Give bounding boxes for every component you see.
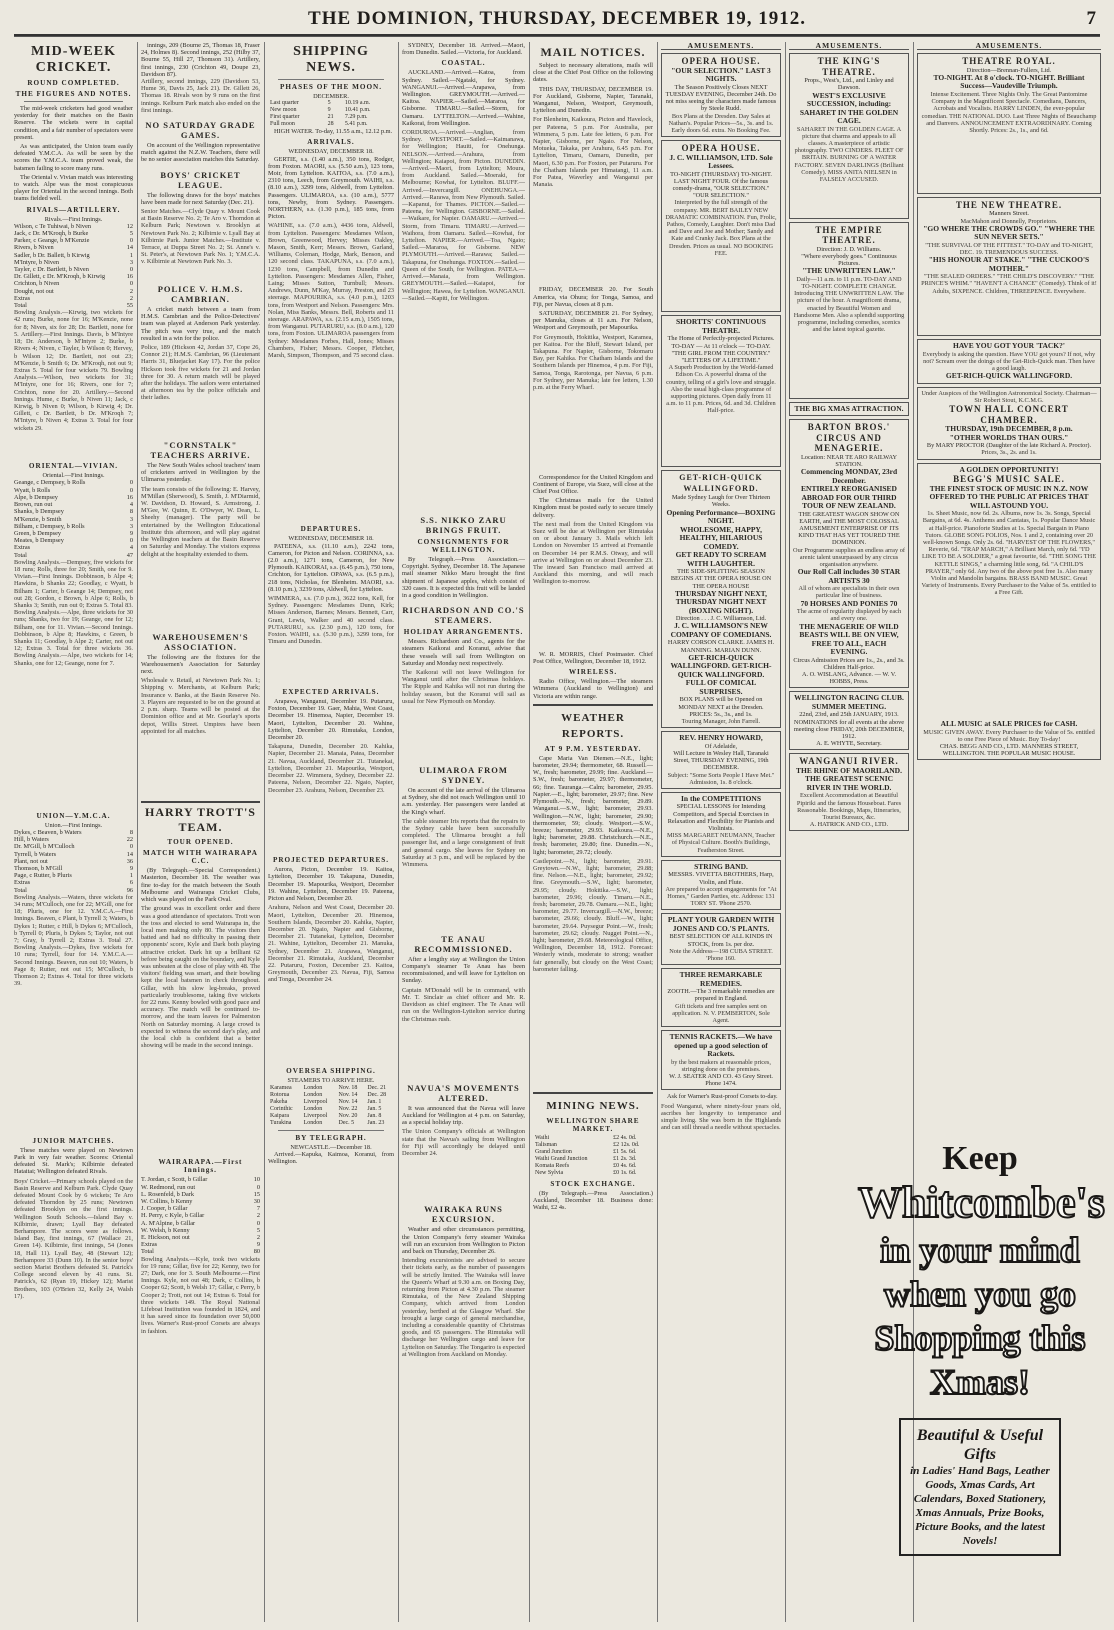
score-row: Dykes, c Beaven, b Waters 8	[14, 828, 133, 836]
scorecard-total: Total 55	[14, 302, 133, 310]
ad-slogan: when you go	[883, 1274, 1077, 1314]
score-row: Tyrrell, b Waters 14	[14, 850, 133, 858]
score-row: Extras 2	[14, 294, 133, 302]
score-row: Hill, b Waters 22	[14, 836, 133, 844]
advertisement: THEATRE ROYAL. Direction—Brennan-Fullers, Ltd. TO-NIGHT. At 8 o'clock. TO-NIGHT. Brilliant Success—Vaudeville Triumph. Intense Excitement. Three Nights Only. The Great Pantomime Company in the Magnificent Spectacle. Comedians, Dancers, Acrobats and Vocalists. HARRY LINDEN, the ever-popular comedian. THE NATIONAL DUO. Last Three Nights of Beauchamp and Danvers. ANNOUNCEMENT EXTRAORDINARY. Coming Shortly. Prices: 2s., 1s., and 6d.	[917, 53, 1101, 194]
score-row: W. Welsh, b Kenny 5	[141, 1226, 260, 1234]
section-heading: AMUSEMENTS.	[917, 42, 1101, 50]
gifts-box	[899, 1418, 1061, 1556]
table-row: Pakeha Liverpool Nov. 14 Jan. 1	[270, 1098, 382, 1105]
article-headline: SHIPPING NEWS.	[293, 44, 369, 75]
scorecard-heading: RIVALS—ARTILLERY.	[26, 205, 121, 214]
article-headline: "CORNSTALK" TEACHERS ARRIVE.	[150, 440, 251, 461]
scorecard-heading: UNION—Y.M.C.A.	[36, 811, 111, 820]
score-row: Plant, not out 36	[14, 857, 133, 865]
score-row: Extras 6	[14, 879, 133, 887]
scorecard	[141, 1176, 260, 1248]
article-headline: RICHARDSON AND CO.'S STEAMERS.	[402, 605, 525, 626]
section-subheading: WEDNESDAY, DECEMBER 18.	[288, 535, 374, 543]
article-paragraph: Messrs. Richardson and Co., agents for the steamers Kaikorai and Koranui, advise that these vessels will sail from Wellington on Saturday and Monday next respectively.	[402, 638, 525, 667]
advertisement: SHORTTS' CONTINUOUS THEATRE. The Home of Perfectly-projected Pictures. TO-DAY — At 11 o'clock — TO-DAY. "THE GIRL FROM THE COUNTRY." "LETTERS OF A LIFETIME." A Superb Production by the World-famed Edison Co. A powerful drama of the country, telling of a girl's love and struggle. Also the usual high-class programme of supporting pictures. Open daily from 11 a.m. to 11 p.m. Prices, 6d. and 3d. Children Half-price.	[661, 315, 781, 467]
column-sport-notes: innings, 209 (Bourne 25, Thomas 18, Fraser 24, Holmes 8). Second innings, 252 (Hilby 37, Bourne 55, Hill 27, Thomson 31). Artillery, first innings, 230 (Crichton 49, Doupe 23, Davidson 87). Artillery, second innings, 229 (Davidson 53, Hume 36, Davis 25, Jack 21). Dr. Gillett 26, Thomas 18. Rivals won by 9 runs on the first innings. Kelburn Park match also ended on the first innings. NO SATURDAY GRADE GAMES. On account of the Wellington representative match against the N.Z.W. Teachers, there will be no senior association matches this Saturday. BOYS' CRICKET LEAGUE. The following draws for the boys' matches have been made for next Saturday (Dec. 21). Senior Matches.—Clyde Quay v. Mount Cook at Basin Reserve No. 2; Te Aro v. Thorndon at Kelburn Park; Newtown v. Brooklyn at Newtown Park No. 2; Kilbirnie v. Lyall Bay at Kilbirnie Park. Junior Matches.—Institute v. Terrace, at Duppa Street No. 2; St. Anne's v. St. Peter's, at Newtown Park No. 1; Y.M.C.A. v. Kilbirnie at Newtown Park No. 3. POLICE V. H.M.S. CAMBRIAN. A cricket match between a team from H.M.S. Cambrian and the Police-Detectives' team was played at Anderson Park yesterday. The pitch was very true, and the match resulted in a win for the police. Police, 189 (Hickson 42, Jordan 37, Cope 26, Connor 21); H.M.S. Cambrian, 96 (Lieutenant Harris 31, Bluejacket Kay 17). For the police Hickson took five wickets for 21 and Jordan three for 30. A return match will be played after the holidays. The sailors were entertained at afternoon tea by the police officials and their ladies. "CORNSTALK" TEACHERS ARRIVE. The New South Wales school teachers' team of cricketers arrived in Wellington by the Ulimaroa yesterday. The team consists of the following: E. Harvey, M'Millan (Sherwood), S. Smith, J. M'Diarmid, W. Davidson, D. Howard, S. Armstrong, J. M'Gee, W. Quinn, E. O'Dwyer, W. Dean, L. Sheehy (manager). The party will be entertained by the Wellington Educational Institute this afternoon, and will play against the Wellington teachers at the Basin Reserve on Saturday and Monday. The visitors express delight at the hospitality extended to them. WAREHOUSEMEN'S ASSOCIATION. The following are the fixtures for the Warehousemen's Association for Saturday next. Wholesale v. Retail, at Newtown Park No. 1; Shipping v. Merchants, at Kelburn Park; Insurance v. Banks, at the Basin Reserve No. 3. Players are requested to be on the ground at 2 p.m. sharp. Teams will be posted at the Dominion office and at Mr. Gourlay's sports depot, Willis Street. Umpires have been appointed for all matches. HARRY TROTT'S TEAM. TOUR OPENED. MATCH WITH WAIRARAPA C.C. (By Telegraph.—Special Correspondent.) Masterton, December 18. The weather was fine to-day for the match between the South Melbourne and Wairarapa Cricket Clubs, which was played on the Park Oval. The ground was in excellent order and there was a good attendance of spectators. Trott won the toss and elected to send Wairarapa in, the local men making only 80. The visitors then batted and had no difficulty in passing their opponents' score, Kyle and Dark both playing attractive cricket. Dark hit up a brilliant 62 before being caught on the boundary, and Kyle was unbeaten at the close of play with 48. The visitors' fielding was smart, and their bowling kept the local batsmen in check throughout. Gillar, with his slow leg-breaks, proved particularly troublesome, taking five wickets for 22 runs. Kenny bowled with good pace and accuracy. The match will be continued to-morrow, and the team leaves for Palmerston North on Saturday morning. A large crowd is expected to witness the second day's play, and the local club is confident that a better showing will be made in the second innings. WAIRARAPA.—First Innings. T. Jordan, c Scott, b Gillar 10 W. Redmond, run out 0 L. Rosenfeld, b Dark 15 W. Collins, b Kenny 30 J. Cooper, b Gillar 7 H. Perry, c Kyle, b Gillar 2 A. M'Alpine, b Gillar 0 W. Welsh, b Kenny 5 E. Hickson, not out 2 Extras 9 Total 80 Bowling Analysis.—Kyle, took two wickets for 19 runs; Gillar, five for 22; Kenny, two for 27; Dark, one for 3. South Melbourne.—First Innings. Kyle, not out 48; Dark, c Collins, b Cooper 62; Scott, b Welsh 17; Gillar, c Perry, b Cooper 2; Trott, not out 14; Extras 6. Total for three wickets 149. The Royal National Lifeboat Institution was founded in 1824, and it has saved since its foundation over 50,000 lives. Warner's Rust-proof Corsets are always in fashion.	[141, 42, 260, 1335]
article-headline: WAIRAKA RUNS EXCURSION.	[424, 1204, 503, 1225]
article-paragraph: Weather and other circumstances permitting, the Union Company's ferry steamer Wairaka will run an excursion from Wellington to Picton and back on Thursday, December 26.	[402, 1226, 525, 1255]
scorecard-total: Total 80	[141, 1248, 260, 1256]
column-divider	[137, 42, 138, 1622]
section-heading: BY TELEGRAPH.	[295, 1133, 367, 1142]
score-row: Dr. M'Gill, b M'Culloch 0	[14, 843, 133, 851]
score-row: Jack, c Dr. M'Kroqh, b Burke 5	[14, 230, 133, 238]
section-heading: EXPECTED ARRIVALS.	[282, 688, 380, 697]
score-row: Shanks, b Dempsey 8	[14, 508, 133, 516]
article-paragraph: Radio Office, Wellington.—The steamers Wimmera (Auckland to Wellington) and Victoria are within range.	[533, 678, 653, 700]
article-headline: WAREHOUSEMEN'S ASSOCIATION.	[152, 631, 249, 652]
article-paragraph: On account of the Wellington representative match against the N.Z.W. Teachers, there will be no senior association matches this Saturday.	[141, 142, 260, 164]
section-subheading: NEWCASTLE.—December 18.	[290, 1143, 372, 1151]
ad-brand: Whitcombe's	[858, 1178, 1105, 1227]
advertisement: STRING BAND. MESSRS. VIVETTA BROTHERS, Harp, Violin, and Flute. Are prepared to accept engagements for "At Homes," Garden Parties, etc. Address: 131 TORY ST. 'Phone 2570.	[661, 860, 781, 911]
score-row: Bilham, c Dempsey, b Rolls 3	[14, 522, 133, 530]
article-paragraph: On account of the late arrival of the Ulimaroa at Sydney, she did not reach Wellington until 10 a.m. yesterday. Her passengers were landed at the King's wharf.	[402, 787, 525, 816]
scorecard	[14, 829, 133, 887]
table-row: Grand Junction £1 5s. 6d.	[535, 1148, 637, 1155]
column-amusements-3	[917, 42, 1101, 1122]
section-heading: PHASES OF THE MOON.	[279, 83, 383, 91]
section-heading: STOCK EXCHANGE.	[550, 1179, 636, 1188]
advertisement: OPERA HOUSE. "OUR SELECTION." LAST 3 NIGHTS. The Season Positively Closes NEXT TUESDAY EVENING, December 24th. Do not miss seeing the characters made famous by Steele Rudd. Box Plans at the Dresden. Day Sales at Nathan's. Popular Prices—5s., 3s. and 1s. Early doors 6d. extra. No Booking Fee.	[661, 53, 781, 137]
oversea-shipping-table	[268, 1085, 394, 1127]
score-row: W. Collins, b Kenny 30	[141, 1197, 260, 1205]
score-row: M'Kenzie, b Smith 3	[14, 515, 133, 523]
score-row: Extras 4	[14, 544, 133, 552]
advertisement: THREE REMARKABLE REMEDIES. ZOOTH.—The 3 remarkable remedies are prepared in England. Gift tickets and free samples sent on application. N. V. PEMBERTON, Sole Agent.	[661, 968, 781, 1027]
scorecard-total: Total 96	[14, 886, 133, 894]
score-row: Wyatt, b Rolls 0	[14, 486, 133, 494]
scorecard-subheading: Union.—First Innings.	[44, 821, 103, 829]
section-subheading: DECEMBER.	[313, 93, 349, 100]
score-row: E. Hickson, not out 2	[141, 1233, 260, 1241]
advertisement: THE EMPIRE THEATRE. Direction: J. D. Williams. "Where everybody goes." Continuous Pictures. "THE UNWRITTEN LAW." Daily—11 a.m. to 11 p.m. TO-DAY AND TO-NIGHT. COMPLETE CHANGE. Introducing THE UNWRITTEN LAW. The picture of the hour. A magnificent drama, enacted by Beautiful Women and Handsome Men. Also a splendid supporting programme, including comedies, scenics and the latest topical gazette.	[789, 222, 909, 399]
score-row: Geange, c Dempsey, b Rolls 0	[14, 479, 133, 487]
article-subhead: WELLINGTON SHARE MARKET.	[546, 1116, 640, 1133]
column-divider	[529, 42, 530, 1622]
article-paragraph: The New South Wales school teachers' team of cricketers arrived in Wellington by the Ulimaroa yesterday.	[141, 462, 260, 484]
ad-slogan: Xmas!	[930, 1362, 1030, 1402]
column-divider	[264, 42, 265, 1622]
article-paragraph: Arapawa, Wanganui, December 19. Putaruru, Foxton, December 19. Gaer, Mahia, West Coast, December 19. Hinemoa, Napier, December 19. Maori, Lyttelton, December 20. Wahine, Lyttelton, December 20. Rimutaka, London, December 20.	[268, 698, 394, 742]
masthead	[14, 6, 1100, 36]
column-divider	[398, 42, 399, 1622]
section-heading: AMUSEMENTS.	[789, 42, 909, 50]
article-paragraph: W. R. MORRIS, Chief Postmaster. Chief Post Office, Wellington, December 18, 1912.	[533, 650, 653, 666]
article-headline: NAVUA'S MOVEMENTS ALTERED.	[407, 1082, 520, 1103]
table-row: First quarter 21 7.29 p.m.	[270, 114, 368, 121]
scorecard	[14, 223, 133, 302]
score-row: Meates, b Dempsey 0	[14, 537, 133, 545]
table-row: Kaipara Liverpool Nov. 20 Jan. 8	[270, 1112, 382, 1119]
article-headline: MAIL NOTICES.	[540, 45, 646, 59]
article-paragraph: The Oriental v. Vivian match was interesting to watch. Alpe was the most conspicuous player for Oriental in the second innings. Both teams fielded well.	[14, 173, 133, 203]
score-row: J. Cooper, b Gillar 7	[141, 1205, 260, 1213]
share-market-table	[533, 1135, 653, 1177]
score-row: T. Jordan, c Scott, b Gillar 10	[141, 1176, 260, 1184]
table-row: Corinthic London Nov. 22 Jan. 5	[270, 1105, 382, 1112]
page-number: 7	[1086, 8, 1096, 29]
advertisement: BARTON BROS.' CIRCUS AND MENAGERIE. Location: NEAR TE ARO RAILWAY STATION. Commencing MONDAY, 23rd December. ENTIRELY REORGANISED ABROAD FOR OUR THIRD TOUR OF NEW ZEALAND. THE GREATEST WAGON SHOW ON EARTH, and THE MOST COLOSSAL AMUSEMENT ENTERPRISE OF ITS KIND THAT HAS YET TOURED THE DOMINION. Our Programme supplies an endless array of arenic talent unsurpassed by any circus organisation anywhere. Our Roll Call includes 30 STAR ARTISTS 30 All of whom are specialists in their own particular line of business. 70 HORSES AND PONIES 70 The acme of regularity displayed by each and every one. THE MENAGERIE OF WILD BEASTS WILL BE ON VIEW, FREE TO ALL, EACH EVENING. Circus Admission Prices are 1s., 2s., and 3s. Children Half-price. A. O. WISLANG, Advance. — W. V. HOBBS, Press.	[789, 419, 909, 688]
article-subhead: THE FIGURES AND NOTES.	[15, 90, 132, 98]
score-row: Dought, not out 2	[14, 287, 133, 295]
article-paragraph: GERTIE, s.s. (1.40 a.m.), 350 tons, Rodger, from Foxton. MAORI, s.s. (5.50 a.m.), 123 tons, Moir, from Lyttelton. KAITOA, s.s. (7.0 a.m.), 2310 tons, Leech, from Greymouth. WAIHI, s.s. (8.10 a.m.), 3299 tons, Aldwell, from Lyttelton. Passengers. ULIMAROA, s.s. (10 a.m.), 5777 tons, Newby, from Sydney. Passengers. NORTHERN, s.s. (1.30 p.m.), 185 tons, from Picton.	[268, 155, 394, 221]
table-row: Talisman £2 12s. 0d.	[535, 1141, 640, 1148]
article-subhead: CONSIGNMENTS FOR WELLINGTON.	[417, 538, 510, 555]
scorecard-subheading: Oriental.—First Innings.	[42, 472, 105, 480]
score-row: Sadler, b Dr. Ballett, b Kirwig 1	[14, 251, 133, 259]
score-row: L. Rosenfeld, b Dark 15	[141, 1190, 260, 1198]
article-paragraph: The following are the fixtures for the Warehousemen's Association for Saturday next.	[141, 653, 260, 676]
advertisement: REV. HENRY HOWARD, Of Adelaide, Will Lecture in Wesley Hall, Taranaki Street, THURSDAY EVENING, 19th DECEMBER. Subject: "Some Sorts People I Have Met." Admission, 1s. 8 o'clock.	[661, 731, 781, 789]
gifts-title: Beautiful & Useful Gifts	[916, 1427, 1044, 1463]
section-heading: DEPARTURES.	[300, 525, 362, 534]
score-row: Rivers, b Niven 14	[14, 244, 133, 252]
article-headline: MID-WEEK CRICKET.	[31, 44, 116, 75]
section-heading: ARRIVALS.	[307, 138, 355, 147]
article-paragraph: HIGH WATER. To-day, 11.55 a.m., 12.12 p.m.	[274, 128, 393, 136]
table-row: Karamea London Nov. 18 Dec. 21	[270, 1084, 387, 1091]
article-subhead: MATCH WITH WAIRARAPA C.C.	[143, 849, 258, 866]
advertisement: PLANT YOUR GARDEN WITH JONES AND CO.'S PLANTS. BEST SELECTION OF ALL KINDS IN STOCK, from 1s. per doz. Note the Address—198 CUBA STREET. 'Phone 160.	[661, 913, 781, 965]
article-paragraph: By Telegraph.—Press Association.—Copyright. Sydney, December 18. The Japanese mail steamer Nikko Maru brought the first shipment of Japanese apples, which consist of 320 cases. It is expected this fruit will be landed in a good condition in Wellington.	[402, 556, 525, 600]
column-mail-weather: MAIL NOTICES. Subject to necessary alterations, mails will close at the Chief Post Office on the following dates. THIS DAY, THURSDAY, DECEMBER 19. For Auckland, Gisborne, Napier, Taranaki, Wanganui, Nelson, Westport, Greymouth, Lyttelton and Dunedin. For Blenheim, Kaikoura, Picton and Havelock, per Pateena, 5 p.m. For Australia, per Wimmera, 5 p.m. Late fee letters, 6 p.m. For Napier, Gisborne, per Ngaio. For Nelson, Motueka, Takaka, per Arahura, 6.45 p.m. For Lyttelton, Timaru, Oamaru, Dunedin, per Maori, 6.30 p.m. For Foxton, per Putaruru. For the Chatham Islands per Himatangi, 11 a.m. For Patea, Waverley and Wanganui per Manaia. FRIDAY, DECEMBER 20. For South America, via Ohura; for Tonga, Samoa, and Fiji, per Navua, closes at 8 p.m. SATURDAY, DECEMBER 21. For Sydney, per Manuka, closes at 11 a.m. For Nelson, Westport and Greymouth, per Mapourika. For Greymouth, Hokitika, Westport, Karamea, per Kaitoa. For the Bluff, Stewart Island, per Takapuna. For Napier, Gisborne, Tokomaru Bay, per Kahika. For Chatham Islands and the Southern Islands per Hinemoa, 4 p.m. For Fiji, Samoa, Tonga, Rarotonga, per Navua, 6 p.m. For Sydney, per Manuka; late fee letters, 1.30 p.m. at the Ferry Wharf. Correspondence for the United Kingdom and Continent of Europe, via Suez, will close at the Chief Post Office. The Christmas mails for the United Kingdom must be posted early to secure timely delivery. The next mail from the United Kingdom via Suez will be due at Wellington per Rimutaka on or about January 3. Mails which left London on November 15 arrived at Fremantle on December 14 per R.M.S. Otway, and will arrive at Wellington on or about December 23. The inward San Francisco mail arrived at Auckland this morning, and will reach Wellington to-morrow. W. R. MORRIS, Chief Postmaster. Chief Post Office, Wellington, December 18, 1912. WIRELESS. Radio Office, Wellington.—The steamers Wimmera (Auckland to Wellington) and Victoria are within range. WEATHER REPORTS. AT 9 P.M. YESTERDAY. Cape Maria Van Diemen.—N.E., light; barometer, 29.94; thermometer, 68. Russell.—W., fresh; barometer, 29.99; fine. Auckland.—S.W., fresh; barometer, 29.97; thermometer, 66; fine. Tauranga.—Calm; barometer, 29.95. Napier.—E., light; barometer, 29.97; fine. New Plymouth.—N., fresh; barometer, 29.89. Wanganui.—S.W., light; barometer, 29.93. Wellington.—N.W., light; barometer, 29.90; thermometer, 59; cloudy. Westport.—S.W., breeze; barometer, 29.93. Kaikoura.—N.E., light; barometer, 29.88. Christchurch.—N.E., fresh; barometer, 29.80; fine. Dunedin.—N., light; barometer, 29.72; cloudy. Castlepoint.—N., light; barometer, 29.91. Greytown.—N.W., light; barometer, 29.88; fine. Nelson.—N.E., light; barometer, 29.92; fine. Greymouth.—S.W., light; barometer, 29.95; cloudy. Hokitika.—S.W., light; barometer, 29.96; cloudy. Timaru.—N.E., fresh; barometer, 29.78. Oamaru.—N.E., light; barometer, 29.77. Invercargill.—N.W., breeze; barometer, 29.66; cloudy. Bluff.—W., light; barometer, 29.64. Puysegur Point.—W., fresh; barometer, 29.62; cloudy. Nugget Point.—N., light; barometer, 29.68. Meteorological Office, Wellington, December 18, 1912. Forecast: Westerly winds, moderate to strong; weather fair generally, but cloudy on the West Coast; barometer falling. MINING NEWS. WELLINGTON SHARE MARKET. Waihi £2 4s. 0d. Talisman £2 12s. 0d. Grand Junction £1 5s. 6d. Waihi Grand Junction £1 2s. 3d. Komata Reefs £0 4s. 6d. New Sylvia £0 1s. 6d. STOCK EXCHANGE. (By Telegraph.—Press Association.) Auckland, December 18. Business done: Waihi, £2 4s.	[533, 45, 653, 1212]
score-row: A. M'Alpine, b Gillar 0	[141, 1219, 260, 1227]
article-headline: POLICE V. H.M.S. CAMBRIAN.	[157, 284, 244, 305]
score-row: Tayler, c Dr. Bartlett, b Niven 0	[14, 266, 133, 274]
score-row: H. Perry, c Kyle, b Gillar 2	[141, 1212, 260, 1220]
score-row: W. Redmond, run out 0	[141, 1183, 260, 1191]
table-row: Komata Reefs £0 4s. 6d.	[535, 1162, 637, 1169]
table-row: Last quarter 5 10.19 a.m.	[270, 100, 371, 107]
section-heading: OVERSEA SHIPPING.	[286, 1067, 376, 1076]
article-paragraph: FRIDAY, DECEMBER 20. For South America, via Ohura; for Tonga, Samoa, and Fiji, per Navua, closes at 8 p.m.	[533, 286, 653, 308]
article-paragraph: (By Telegraph.—Press Association.) Auckland, December 18. Business done: Waihi, £2 4s.	[533, 1189, 653, 1212]
ad-slogan: Shopping this	[874, 1318, 1086, 1358]
section-subheading: STEAMERS TO ARRIVE HERE.	[287, 1077, 375, 1085]
article-paragraph: PATEENA, s.s. (11.10 a.m.), 2242 tons, Cameron, for Picton and Nelson. CORINNA, s.s. (2.0 a.m.), 1271 tons, Cameron, for New Plymouth. KAIKORAI, s.s. (6.45 p.m.), 750 tons, Crichton, for Lyttelton. OPAWA, s.s. (6.5 p.m.), 218 tons, Nicholas, for Blenheim. MAORI, s.s. (8.10 p.m.), 3239 tons, Aldwell, for Lyttelton.	[268, 542, 394, 593]
advertisement: Under Auspices of the Wellington Astronomical Society. Chairman—Sir Robert Stout, K.C.M.G. TOWN HALL CONCERT CHAMBER. THURSDAY, 19th DECEMBER, 8 p.m. "OTHER WORLDS THAN OURS." By MARY PROCTOR (Daughter of the late Richard A. Proctor). Prices, 3s., 2s. and 1s.	[917, 387, 1101, 460]
score-row: Brown, run out 4	[14, 501, 133, 509]
section-subheading: WEDNESDAY, DECEMBER 18.	[288, 148, 374, 156]
article-paragraph: The Christmas mails for the United Kingdom must be posted early to secure timely delivery.	[533, 497, 653, 519]
column-shipping-news: SYDNEY, December 18. Arrived.—Maori, from Dunedin. Sailed.—Victoria, for Auckland. COASTAL. AUCKLAND.—Arrived.—Katoa, from Sydney. Sailed.—Ngataki, for Sydney. WANGANUI.—Arrived.—Arapawa, from Wellington. GREYMOUTH.—Arrived.—Kaitoa. NAPIER.—Sailed.—Mararoa, for Gisborne. TIMARU.—Sailed.—Storm, for Oamaru. LYTTELTON.—Arrived.—Wahine, Kaikorai, from Wellington. CORDUROA.—Arrived.—Anglian, from Sydney. WESTPORT.—Sailed.—Kaimanawa, for Wellington; Hauiti, for Onehunga. NELSON.—Arrived.—Arahura, from Wellington; Kaiapoi, from Picton. DUNEDIN.—Arrived.—Maori, from Lyttelton; Moura, from Auckland. Sailed.—Moeraki, for Melbourne; Kowhai, for Lyttelton. BLUFF.—Arrived.—Invercargill. ONEHUNGA.—Arrived.—Rarawa, from New Plymouth. Sailed.—Kapanui, for Thames. PICTON.—Sailed.—Pateena, for Wellington. GISBORNE.—Sailed.—Waikare, for Napier. OAMARU.—Arrived.—Storm, from Timaru. TIMARU.—Arrived.—Waihora, from Oamaru. Sailed.—Kowhai, for Lyttelton. NAPIER.—Arrived.—Toa, Ngaio; Sailed.—Mararoa, for Gisborne. NEW PLYMOUTH.—Arrived.—Rarawa; Sailed.—Takapuna, for Onehunga. FOXTON.—Sailed.—Queen of the South, for Wellington. PATEA.—Arrived.—Manaia, from Wellington. GREYMOUTH.—Sailed.—Kaiapoi, for Wellington; Hawea, for Lyttelton. WANGANUI.—Sailed.—Kapiti, for Wellington. S.S. NIKKO ZARU BRINGS FRUIT. CONSIGNMENTS FOR WELLINGTON. By Telegraph.—Press Association.—Copyright. Sydney, December 18. The Japanese mail steamer Nikko Maru brought the first shipment of Japanese apples, which consist of 320 cases. It is expected this fruit will be landed in a good condition in Wellington. RICHARDSON AND CO.'S STEAMERS. HOLIDAY ARRANGEMENTS. Messrs. Richardson and Co., agents for the steamers Kaikorai and Koranui, advise that these vessels will sail from Wellington on Saturday and Monday next respectively. The Kaikorai will not leave Wellington for Wanganui until after the Christmas holidays. The Ripple and Kahika will not run during the holiday season, but the Koranui will sail as usual for New Plymouth on Monday. ULIMAROA FROM SYDNEY. On account of the late arrival of the Ulimaroa at Sydney, she did not reach Wellington until 10 a.m. yesterday. Her passengers were landed at the King's wharf. The cable steamer Iris reports that the repairs to the Sydney cable have been successfully completed. The Ulimaroa brought a full passenger list, and a large consignment of fruit and general cargo. She leaves for Sydney on Saturday at 3 p.m., and will be replaced by the Wimmera. TE ANAU RECOMMISSIONED. After a lengthy stay at Wellington the Union Company's steamer Te Anau has been recommissioned, and will leave for Lyttelton on Sunday. Captain M'Donald will be in command, with Mr. T. Sinclair as chief officer and Mr. R. Davidson as chief engineer. The Te Anau will run on the Wellington-Lyttelton service during the Christmas rush. NAVUA'S MOVEMENTS ALTERED. It was announced that the Navua will leave Auckland for Wellington at 4 p.m. on Saturday, as a special holiday trip. The Union Company's officials at Wellington state that the Navua's sailing from Wellington for Fiji will accordingly be delayed until December 24. WAIRAKA RUNS EXCURSION. Weather and other circumstances permitting, the Union Company's ferry steamer Wairaka will run an excursion from Wellington to Picton and back on Thursday, December 26. Intending excursionists are advised to secure their tickets early, as the number of passengers will be strictly limited. The Wairaka will leave the Queen's Wharf at 9.30 a.m. on Boxing Day, returning from Picton at 4.30 p.m. The steamer Rimutaka, of the New Zealand Shipping Company, which arrived from London yesterday, berthed at the Glasgow Wharf. She brought a large cargo of general merchandise, including a considerable quantity of Christmas goods, and 65 passengers. The Rimutaka will discharge her Wellington cargo and leave for Lyttelton on Saturday. The Tongariro is expected at Wellington from Auckland on Monday.	[402, 42, 525, 1358]
article-headline: TE ANAU RECOMMISSIONED.	[414, 933, 513, 954]
article-paragraph: SYDNEY, December 18. Arrived.—Maori, from Dunedin. Sailed.—Victoria, for Auckland.	[402, 42, 525, 57]
table-row: Turakina London Dec. 5 Jan. 23	[270, 1119, 385, 1126]
article-paragraph: SATURDAY, DECEMBER 21. For Sydney, per Manuka, closes at 11 a.m. For Nelson, Westport and Greymouth, per Mapourika.	[533, 310, 653, 332]
table-row: New Sylvia £0 1s. 6d.	[535, 1169, 637, 1176]
advertisement-text: Ask for Warner's Rust-proof Corsets to-day.	[667, 1093, 778, 1101]
article-paragraph: (By Telegraph.—Special Correspondent.) Masterton, December 18. The weather was fine to-day for the match between the South Melbourne and Wairarapa Cricket Clubs, which was played on the Park Oval.	[141, 867, 260, 904]
moon-phases-table	[268, 100, 394, 128]
article-paragraph: The following draws for the boys' matches have been made for next Saturday (Dec. 21).	[141, 191, 260, 206]
article-paragraph: innings, 209 (Bourne 25, Thomas 18, Fraser 24, Holmes 8). Second innings, 252 (Hilby 37, Bourne 55, Hill 27, Thomson 31). Artillery, first innings, 230 (Crichton 49, Doupe 23, Davidson 87).	[141, 42, 260, 78]
column-divider	[657, 42, 658, 1622]
score-row: Parker, c Geange, b M'Kenzie 0	[14, 237, 133, 245]
article-paragraph: AUCKLAND.—Arrived.—Katoa, from Sydney. Sailed.—Ngataki, for Sydney. WANGANUI.—Arrived.—Arapawa, from Wellington. GREYMOUTH.—Arrived.—Kaitoa. NAPIER.—Sailed.—Mararoa, for Gisborne. TIMARU.—Sailed.—Storm, for Oamaru. LYTTELTON.—Arrived.—Wahine, Kaikorai, from Wellington.	[402, 69, 525, 127]
column-divider	[785, 42, 786, 1622]
article-paragraph: THIS DAY, THURSDAY, DECEMBER 19. For Auckland, Gisborne, Napier, Taranaki, Wanganui, Nelson, Westport, Greymouth, Lyttelton and Dunedin.	[533, 85, 653, 115]
article-paragraph: Aurora, Picton, December 19. Kaitoa, Lyttelton, December 19. Takapuna, Dunedin, December 19. Mapourika, Westport, December 19. Wahine, Lyttelton, December 19. Pateena, Picton and Nelson, December 20.	[268, 866, 394, 903]
scorecard	[14, 479, 133, 551]
whitcombes-advertisement	[858, 1132, 1105, 1610]
section-heading: COASTAL.	[441, 59, 486, 68]
section-heading: PROJECTED DEPARTURES.	[272, 856, 390, 865]
score-row: Dr. Gillett, c Dr. M'Kroqh, b Kirwig 16	[14, 273, 133, 281]
article-headline: S.S. NIKKO ZARU BRINGS FRUIT.	[420, 515, 507, 536]
article-subhead: ROUND COMPLETED.	[27, 79, 120, 87]
article-headline: HARRY TROTT'S TEAM.	[145, 805, 256, 835]
advertisement: OPERA HOUSE. J. C. WILLIAMSON, LTD. Sole Lessees. TO-NIGHT (THURSDAY) TO-NIGHT. LAST NIGHT FOUR. Of the famous comedy-drama, "OUR SELECTION." "OUR SELECTION." Interpreted by the full strength of the company. MR. BERT BAILEY NEW DRAMATIC COMBINATION. Fun, Frolic, Pathos, Comedy, Laughter. Don't miss Dad and Dave and Joe and Mother; Sandy and Kate and Cranky Jack. Box Plans at the Dresden. Prices as usual. NO BOOKING FEE.	[661, 140, 781, 312]
advertisement: A GOLDEN OPPORTUNITY! BEGG'S MUSIC SALE. THE FINEST STOCK OF MUSIC IN N.Z. NOW OFFERED TO THE PUBLIC AT PRICES THAT WILL ASTOUND YOU. 1s. Sheet Music, now 6d. 2s. Albums, now 1s. 3s. Songs, Special Bargains, at 6d. 4s. Anthems and Cantatas, 1s. Popular Dance Music at Half-price. Pianoforte Studies at 1s. Special Bargain in Piano Tutors. GLOBE SONG FOLIOS, Nos. 1 and 2, containing over 20 well-known Songs. Only 2s. 6d. "HARVEST OF THE FLOWERS," Reverie, 6d. "TRAP MARCH," A Brilliant March, only 6d. "I'D LIKE TO BE A SOLDIER," a great favourite, 6d. "THE SONG THE KETTLE SINGS," a charming little song, 6d. "A CHILD'S PRAYER," only 6d. Any two of the above post free 1s. Also many Violin and Mandolin bargains. BRASS BAND MUSIC. Great Variety of Instruments. Every Purchaser to the Value of 5s. entitled to a Free Gift. ALL MUSIC at SALE PRICES for CASH. MUSIC GIVEN AWAY. Every Purchaser to the Value of 5s. entitled to one Free Piece of Music. Buy To-day! CHAS. BEGG AND CO., LTD. MANNERS STREET, WELLINGTON. THE POPULAR MUSIC HOUSE.	[917, 463, 1101, 761]
scorecard-heading: ORIENTAL—VIVIAN.	[28, 462, 119, 471]
scorecard-heading: WAIRARAPA.—First Innings.	[158, 1158, 243, 1175]
score-row: Green, b Dempsey 9	[14, 529, 133, 537]
table-row: Rotorua London Nov. 14 Dec. 28	[270, 1091, 387, 1098]
article-paragraph: As was anticipated, the Union team easily defeated Y.M.C.A. As will be seen by the scores the Y.M.C.A. team proved weak, the batsmen failing to score many runs.	[14, 143, 133, 172]
score-row: Page, c Rutter, b Pluris 1	[14, 872, 133, 880]
article-subhead: TOUR OPENED.	[167, 838, 234, 847]
table-row: Waihi Grand Junction £1 2s. 3d.	[535, 1155, 637, 1162]
score-row: Wilson, c Te Tuhiwai, b Niven 12	[14, 222, 133, 230]
section-heading: WIRELESS.	[568, 668, 618, 677]
article-headline: ULIMAROA FROM SYDNEY.	[419, 765, 508, 786]
score-row: Thomson, b M'Gill 9	[14, 864, 133, 872]
article-paragraph: A cricket match between a team from H.M.S. Cambrian and the Police-Detectives' team was played at Anderson Park yesterday. The pitch was very true, and the match resulted in a win for the police.	[141, 306, 260, 342]
advertisement: TENNIS RACKETS.—We have opened up a good selection of Rackets. by the best makers at reasonable prices, stringing done on the premises. W. J. SEATER AND CO. 43 Grey Street. Phone 1474.	[661, 1030, 781, 1090]
article-headline: NO SATURDAY GRADE GAMES.	[145, 120, 256, 141]
newspaper-title: THE DOMINION, THURSDAY, DECEMBER 19, 1912.	[308, 8, 806, 29]
article-paragraph: Cape Maria Van Diemen.—N.E., light; barometer, 29.94; thermometer, 68. Russell.—W., fresh; barometer, 29.99; fine. Auckland.—S.W., fresh; barometer, 29.97; thermometer, 66; fine. Tauranga.—Calm; barometer, 29.95. Napier.—E., light; barometer, 29.97; fine. New Plymouth.—N., fresh; barometer, 29.89. Wanganui.—S.W., light; barometer, 29.93. Wellington.—N.W., light; barometer, 29.90; thermometer, 59; cloudy. Westport.—S.W., breeze; barometer, 29.93. Kaikoura.—N.E., light; barometer, 29.88. Christchurch.—N.E., fresh; barometer, 29.80; fine. Dunedin.—N., light; barometer, 29.72; cloudy.	[533, 754, 653, 856]
advertisement: THE BIG XMAS ATTRACTION.	[789, 402, 909, 417]
score-row: M'Intyre, b Niven 3	[14, 258, 133, 266]
advertisement: THE NEW THEATRE. Manners Street. MacMahon and Donnelly, Proprietors. "GO WHERE THE CROWDS GO." "WHERE THE SUN NEVER SETS." "THE SURVIVAL OF THE FITTEST." TO-DAY and TO-NIGHT, DEC. 19. TREMENDOUS SUCCESS. "HIS HONOUR AT STAKE." "THE CUCKOO'S MOTHER." "THE SEALED ORDERS." "THE CHILD'S DISCOVERY." "THE PRINCE'S WHIM." "HAVEN'T A CHANCE" (Comedy). Think of it! Adults, SIXPENCE. Children, THREEPENCE. Everywhere.	[917, 197, 1101, 336]
article-paragraph: Subject to necessary alterations, mails will close at the Chief Post Office on the following dates.	[533, 62, 653, 84]
advertisement: THE KING'S THEATRE. Props., West's, Ltd., and Linley and Dawson. WEST'S EXCLUSIVE SUCCESSION, including: SAHARET IN THE GOLDEN CAGE. SAHARET IN THE GOLDEN CAGE. A picture that charms and appeals to all classes. A masterpiece of artistic photography. TWO CINDERS. FLEET OF BRITAIN. BURNING OF A WATER FACTORY. SEVEN DARLINGS (Brilliant Comedy). MISS ANITA NIELSEN in FALSELY ACCUSED.	[789, 53, 909, 218]
gifts-list: in Ladies' Hand Bags, Leather Goods, Xmas Cards, Art Calendars, Boxed Stationery, Xmas Annuals, Prize Books, Picture Books, and the latest Novels!	[910, 1465, 1050, 1547]
article-paragraph: Arrived.—Kapuka, Kaimoa, Koranui, from Wellington.	[268, 1150, 394, 1165]
article-headline: BOYS' CRICKET LEAGUE.	[160, 169, 241, 190]
article-subhead: AT 9 P.M. YESTERDAY.	[544, 744, 642, 753]
article-paragraph: These matches were played on Newtown Park in very fair weather. Scores: Oriental defeated St. Mark's; Kilbirnie defeated Hataitai; Wellington defeated Rivals.	[14, 1146, 133, 1176]
article-paragraph: Correspondence for the United Kingdom and Continent of Europe, via Suez, will close at the Chief Post Office.	[533, 473, 653, 496]
advertisement: WELLINGTON RACING CLUB. SUMMER MEETING. 22nd, 23rd, and 25th JANUARY, 1913. NOMINATIONS for all events at the above meeting close FRIDAY, 20th DECEMBER, 1912. A. E. WHYTE, Secretary.	[789, 691, 909, 750]
ad-headline: Keep	[942, 1140, 1018, 1177]
scorecard-total: Total 47	[14, 551, 133, 559]
masthead-rule	[14, 36, 1100, 37]
table-row: Full moon 28 5.41 p.m.	[270, 121, 368, 128]
scorecard-subheading: Rivals.—First Innings.	[44, 215, 103, 223]
advertisement: HAVE YOU GOT YOUR 'TACK?' Everybody is asking the question. Have YOU got yours? If not, why not? Scream over the doings of the Get-Rich-Quick man. Then have a good laugh. GET-RICH-QUICK WALLINGFORD.	[917, 339, 1101, 384]
column-cricket: MID-WEEK CRICKET. ROUND COMPLETED. THE FIGURES AND NOTES. The mid-week cricketers had good weather yesterday for their matches on the Basin Reserve. The wickets were in capital condition, and a fair number of spectators were present. As was anticipated, the Union team easily defeated Y.M.C.A. As will be seen by the scores the Y.M.C.A. team proved weak, the batsmen failing to score many runs. The Oriental v. Vivian match was interesting to watch. Alpe was the most conspicuous player for Oriental in the second innings. Both teams fielded well. RIVALS—ARTILLERY. Rivals.—First Innings. Wilson, c Te Tuhiwai, b Niven 12 Jack, c Dr. M'Kroqh, b Burke 5 Parker, c Geange, b M'Kenzie 0 Rivers, b Niven 14 Sadler, b Dr. Ballett, b Kirwig 1 M'Intyre, b Niven 3 Tayler, c Dr. Bartlett, b Niven 0 Dr. Gillett, c Dr. M'Kroqh, b Kirwig 16 Crichton, b Niven 0 Dought, not out 2 Extras 2 Total 55 Bowling Analysis.—Kirwig, two wickets for 42 runs; Burke, none for 16; M'Kenzie, none for 8; Niven, six for 28; Dr. Bartlett, none for 5. Artillery.—First Innings. Davis, b M'Intyre 18; Dr. Anderson, b M'Intyre 2; Burke, b Rivers 4; Niven, c Tayler, b Wilson 0; Hervey, b Wilson 12; Dr. Bartlett, not out 23; M'Kenzie, b Smith 6; Dr. M'Kroqh, not out 9; Extras 5. Total for four wickets 79. Bowling Analysis.—Wilson, two wickets for 31; M'Intyre, one for 16; Rivers, one for 7; Crichton, none for 20. Artillery.—Second Innings. Hume, c Burke, b Niven 11; Jack, c Kirwig, b Niven 0; Wilson, b Kirwig 4; Dr. Gillett, c Dr. Bartlett, b Dr. M'Kroqh 7; M'Intyre, b Niven 4; Extras 3. Total for four wickets 29. ORIENTAL—VIVIAN. Oriental.—First Innings. Geange, c Dempsey, b Rolls 0 Wyatt, b Rolls 0 Alpe, b Dempsey 16 Brown, run out 4 Shanks, b Dempsey 8 M'Kenzie, b Smith 3 Bilham, c Dempsey, b Rolls 3 Green, b Dempsey 9 Meates, b Dempsey 0 Extras 4 Total 47 Bowling Analysis.—Dempsey, five wickets for 18 runs; Rolls, three for 20; Smith, one for 9. Vivian.—First Innings. Dobbinson, b Alpe 4; Hawkins, b Shanks 22; Goodlay, c Wyatt, b Bilham 1; Carter, b Geange 14; Dempsey, not out 28; Gordon, c Brown, b Alpe 6; Rolls, b Shanks 3; Smith, run out 0; Extras 5. Total 83. Bowling Analysis.—Alpe, three wickets for 30 runs; Shanks, two for 19; Geange, one for 12; Bilham, one for 11. Vivian.—Second Innings. Dobbinson, b Alpe 8; Hawkins, c Green, b Shanks 11; Goodlay, b Alpe 2; Carter, not out 12; Extras 3. Total for three wickets 36. Bowling Analysis.—Alpe, two wickets for 14; Shanks, one for 12; Geange, none for 7. UNION—Y.M.C.A. Union.—First Innings. Dykes, c Beaven, b Waters 8 Hill, b Waters 22 Dr. M'Gill, b M'Culloch 0 Tyrrell, b Waters 14 Plant, not out 36 Thomson, b M'Gill 9 Page, c Rutter, b Pluris 1 Extras 6 Total 96 Bowling Analysis.—Waters, three wickets for 34 runs; M'Culloch, one for 22; M'Gill, one for 18; Pluris, one for 12. Y.M.C.A.—First Innings. Beaven, c Plant, b Tyrrell 3; Waters, b Dykes 1; Rutter, c Hill, b Dykes 6; M'Culloch, b Tyrrell 0; Pluris, b Dykes 5; Taylor, not out 7; Gray, b Tyrrell 2; Extras 3. Total 27. Bowling Analysis.—Dykes, five wickets for 10 runs; Tyrrell, four for 14. Y.M.C.A.—Second Innings. Beaven, run out 10; Waters, b Page 8; Rutter, not out 15; M'Culloch, b Thomson 2; Extras 4. Total for three wickets 39. JUNIOR MATCHES. These matches were played on Newtown Park in very fair weather. Scores: Oriental defeated St. Mark's; Kilbirnie defeated Hataitai; Wellington defeated Rivals. Boys' Cricket.—Primary schools played on the Basin Reserve and Kelburn Park. Clyde Quay defeated Mount Cook by 6 wickets; Te Aro defeated Thorndon by 25 runs; Newtown defeated Brooklyn on the first innings. Wellington South Schools.—Island Bay v. Kilbirnie, drawn; Lyall Bay defeated Berhampore. The scores were as follows. Island Bay, first innings, 67 (Wallace 21, Green 14). Kilbirnie, first innings, 54 (Jones 18, Hall 11). Lyall Bay, 48 (Stewart 12); Berhampore 33 (Dunn 10). In the senior boys' section Marist Brothers defeated St. Patrick's College second eleven by 41 runs. St. Patrick's, 62 (Ryan 19, Hickey 12); Marist Brothers, 103 (O'Brien 32, Kelly 24, Walsh 17).	[14, 44, 133, 1300]
score-row: Crichton, b Niven 0	[14, 280, 133, 288]
column-shipping: SHIPPING NEWS. PHASES OF THE MOON. DECEMBER. Last quarter 5 10.19 a.m. New moon 9 10.41 p.m. First quarter 21 7.29 p.m. Full moon 28 5.41 p.m. HIGH WATER. To-day, 11.55 a.m., 12.12 p.m. ARRIVALS. WEDNESDAY, DECEMBER 18. GERTIE, s.s. (1.40 a.m.), 350 tons, Rodger, from Foxton. MAORI, s.s. (5.50 a.m.), 123 tons, Moir, from Lyttelton. KAITOA, s.s. (7.0 a.m.), 2310 tons, Leech, from Greymouth. WAIHI, s.s. (8.10 a.m.), 3299 tons, Aldwell, from Lyttelton. Passengers. ULIMAROA, s.s. (10 a.m.), 5777 tons, Newby, from Sydney. Passengers. NORTHERN, s.s. (1.30 p.m.), 185 tons, from Picton. WAHINE, s.s. (7.0 a.m.), 4436 tons, Aldwell, from Lyttelton. Passengers: Mesdames Wilson, Brown, Greenwood, Hervey; Misses Oakley, Mason, Smith, Kerr; Messrs. Brown, Garland, Williams, Coleman, Hodge, Mark, Benson, and 120 second class. TAKAPUNA, s.s. (7.0 a.m.), 1230 tons, Campbell, from Dunedin and Lyttelton. Passengers: Mesdames Allen, Fisher, Laing; Misses Sutton, Turnbull; Messrs. Andrews, Dunn, M'Kay, Murray, Preston, and 23 steerage. MAPOURIKA, s.s. (4.0 p.m.), 1203 tons, from Westport and Nelson. Passengers: Mrs. Nolan, Miss Banks, Messrs. Bell, Roberts and 11 steerage. ARAPAWA, s.s. (2.15 a.m.), 1505 tons, from Wanganui. PUTARURU, s.s. (8.0 a.m.), 120 tons, from Foxton. ULIMAROA passengers from Sydney: Mesdames Forbes, Hall, Jones; Misses Chambers, Fisher; Messrs. Cooper, Fletcher, Marsh, Simpson, Thompson, and 75 second class. DEPARTURES. WEDNESDAY, DECEMBER 18. PATEENA, s.s. (11.10 a.m.), 2242 tons, Cameron, for Picton and Nelson. CORINNA, s.s. (2.0 a.m.), 1271 tons, Cameron, for New Plymouth. KAIKORAI, s.s. (6.45 p.m.), 750 tons, Crichton, for Lyttelton. OPAWA, s.s. (6.5 p.m.), 218 tons, Nicholas, for Blenheim. MAORI, s.s. (8.10 p.m.), 3239 tons, Aldwell, for Lyttelton. WIMMERA, s.s. (7.0 p.m.), 3622 tons, Kell, for Sydney. Passengers: Mesdames Dunn, Kirk; Misses Anderson, Barnes; Messrs. Bennett, Carr, Grant, Lewis, Walker and 40 second class. PUTARURU, s.s. (2.30 p.m.), 120 tons, for Foxton. WAIHI, s.s. (5.30 p.m.), 3299 tons, for Timaru and Dunedin. EXPECTED ARRIVALS. Arapawa, Wanganui, December 19. Putaruru, Foxton, December 19. Gaer, Mahia, West Coast, December 19. Hinemoa, Napier, December 19. Maori, Lyttelton, December 20. Wahine, Lyttelton, December 20. Rimutaka, London, December 20. Takapuna, Dunedin, December 20. Kahika, Napier, December 21. Manaia, Patea, December 21. Navua, Auckland, December 21. Tutanekai, Lyttelton, December 21. Mapourika, Westport, December 22. Wimmera, Sydney, December 22. Pateena, Nelson, December 22. Ngaio, Napier, December 23. Arahura, Nelson, December 23. PROJECTED DEPARTURES. Aurora, Picton, December 19. Kaitoa, Lyttelton, December 19. Takapuna, Dunedin, December 19. Mapourika, Westport, December 19. Wahine, Lyttelton, December 19. Pateena, Picton and Nelson, December 20. Arahura, Nelson and West Coast, December 20. Maori, Lyttelton, December 20. Hinemoa, Southern Islands, December 20. Kahika, Napier, December 20. Ngaio, Napier and Gisborne, December 21. Tutanekai, Lyttelton, December 21. Wahine, Lyttelton, December 21. Manuka, Sydney, December 21. Arapawa, Wanganui, December 21. Rimutaka, Auckland, December 22. Putaruru, Foxton, December 23. Kaitoa, Greymouth, December 23. Navua, Fiji, Samoa and Tonga, December 24. OVERSEA SHIPPING. STEAMERS TO ARRIVE HERE. Karamea London Nov. 18 Dec. 21 Rotorua London Nov. 14 Dec. 28 Pakeha Liverpool Nov. 14 Jan. 1 Corinthic London Nov. 22 Jan. 5 Kaipara Liverpool Nov. 20 Jan. 8 Turakina London Dec. 5 Jan. 23 BY TELEGRAPH. NEWCASTLE.—December 18. Arrived.—Kapuka, Kaimoa, Koranui, from Wellington.	[268, 44, 394, 1165]
article-headline: MINING NEWS.	[546, 1099, 640, 1112]
table-row: New moon 9 10.41 p.m.	[270, 107, 371, 114]
column-amusements-1: AMUSEMENTS. OPERA HOUSE. "OUR SELECTION." LAST 3 NIGHTS. The Season Positively Closes NEXT TUESDAY EVENING, December 24th. Do not miss seeing the characters made famous by Steele Rudd. Box Plans at the Dresden. Day Sales at Nathan's. Popular Prices—5s., 3s. and 1s. Early doors 6d. extra. No Booking Fee. OPERA HOUSE. J. C. WILLIAMSON, LTD. Sole Lessees. TO-NIGHT (THURSDAY) TO-NIGHT. LAST NIGHT FOUR. Of the famous comedy-drama, "OUR SELECTION." "OUR SELECTION." Interpreted by the full strength of the company. MR. BERT BAILEY NEW DRAMATIC COMBINATION. Fun, Frolic, Pathos, Comedy, Laughter. Don't miss Dad and Dave and Joe and Mother; Sandy and Kate and Cranky Jack. Box Plans at the Dresden. Prices as usual. NO BOOKING FEE. SHORTTS' CONTINUOUS THEATRE. The Home of Perfectly-projected Pictures. TO-DAY — At 11 o'clock — TO-DAY. "THE GIRL FROM THE COUNTRY." "LETTERS OF A LIFETIME." A Superb Production by the World-famed Edison Co. A powerful drama of the country, telling of a girl's love and struggle. Also the usual high-class programme of supporting pictures. Open daily from 11 a.m. to 11 p.m. Prices, 6d. and 3d. Children Half-price. GET-RICH-QUICK WALLINGFORD. Made Sydney Laugh for Over Thirteen Weeks. Opening Performance—BOXING NIGHT. WHOLESOME, HAPPY, HEALTHY, HILARIOUS COMEDY. GET READY TO SCREAM WITH LAUGHTER. THE SIDE-SPLITTING SEASON BEGINS AT THE OPERA HOUSE ON THE OPERA HOUSE THURSDAY NIGHT NEXT, THURSDAY NIGHT NEXT (BOXING NIGHT). Direction . . . J. C. Williamson, Ltd. J. C. WILLIAMSON'S NEW COMPANY OF COMEDIANS. HARRY CORSON CLARKE. JAMES H. MANNING. MARIAN DUNN. GET-RICH-QUICK WALLINGFORD. GET-RICH-QUICK WALLINGFORD. FULL OF COMICAL SURPRISES. BOX PLANS will be Opened on MONDAY NEXT at the Dresden. PRICES: 5s., 3s., and 1s. Touring Manager, John Farrell. REV. HENRY HOWARD, Of Adelaide, Will Lecture in Wesley Hall, Taranaki Street, THURSDAY EVENING, 19th DECEMBER. Subject: "Some Sorts People I Have Met." Admission, 1s. 8 o'clock. In the COMPETITIONS SPECIAL LESSONS for Intending Competitors, and Special Exercises in Relaxation and Flexibility for Pianists and Violinists. MISS MARGARET NEUMANN, Teacher of Physical Culture. Booth's Buildings, Featherston Street. STRING BAND. MESSRS. VIVETTA BROTHERS, Harp, Violin, and Flute. Are prepared to accept engagements for "At Homes," Garden Parties, etc. Address: 131 TORY ST. 'Phone 2570. PLANT YOUR GARDEN WITH JONES AND CO.'S PLANTS. BEST SELECTION OF ALL KINDS IN STOCK, from 1s. per doz. Note the Address—198 CUBA STREET. 'Phone 160. THREE REMARKABLE REMEDIES. ZOOTH.—The 3 remarkable remedies are prepared in England. Gift tickets and free samples sent on application. N. V. PEMBERTON, Sole Agent. TENNIS RACKETS.—We have opened up a good selection of Rackets. by the best makers at reasonable prices, stringing done on the premises. W. J. SEATER AND CO. 43 Grey Street. Phone 1474. Ask for Warner's Rust-proof Corsets to-day. Food Wanganui, where ninety-four years old, ascribes her longevity to temperance and simple living. She was born in the Highlands and can still thread a needle without spectacles.	[661, 42, 781, 1132]
score-row: Extras 9	[141, 1241, 260, 1249]
section-heading: AMUSEMENTS.	[661, 42, 781, 50]
advertisement: WANGANUI RIVER. THE RHINE OF MAORILAND. THE GREATEST SCENIC RIVER IN THE WORLD. Excellent Accommodation at Beautiful Pipiriki and the famous Houseboat. Fares Reasonable. Bookings, Maps, Itineraries, Tourist Bureaux, &c. A. HATRICK AND CO., LTD.	[789, 753, 909, 831]
advertisement: In the COMPETITIONS SPECIAL LESSONS for Intending Competitors, and Special Exercises in Relaxation and Flexibility for Pianists and Violinists. MISS MARGARET NEUMANN, Teacher of Physical Culture. Booth's Buildings, Featherston Street.	[661, 792, 781, 857]
article-subhead: HOLIDAY ARRANGEMENTS.	[403, 628, 524, 637]
article-paragraph: After a lengthy stay at Wellington the Union Company's steamer Te Anau has been recommissioned, and will leave for Lyttelton on Sunday.	[402, 955, 525, 985]
ad-slogan: in your mind	[880, 1230, 1080, 1270]
article-paragraph: The mid-week cricketers had good weather yesterday for their matches on the Basin Reserve. The wickets were in capital condition, and a fair number of spectators were present.	[14, 105, 133, 141]
article-headline: WEATHER REPORTS.	[561, 711, 625, 740]
article-paragraph: It was announced that the Navua will leave Auckland for Wellington at 4 p.m. on Saturday, as a special holiday trip.	[402, 1104, 525, 1127]
score-row: Alpe, b Dempsey 16	[14, 493, 133, 501]
section-heading: JUNIOR MATCHES.	[32, 1136, 115, 1145]
advertisement: GET-RICH-QUICK WALLINGFORD. Made Sydney Laugh for Over Thirteen Weeks. Opening Performance—BOXING NIGHT. WHOLESOME, HAPPY, HEALTHY, HILARIOUS COMEDY. GET READY TO SCREAM WITH LAUGHTER. THE SIDE-SPLITTING SEASON BEGINS AT THE OPERA HOUSE ON THE OPERA HOUSE THURSDAY NIGHT NEXT, THURSDAY NIGHT NEXT (BOXING NIGHT). Direction . . . J. C. Williamson, Ltd. J. C. WILLIAMSON'S NEW COMPANY OF COMEDIANS. HARRY CORSON CLARKE. JAMES H. MANNING. MARIAN DUNN. GET-RICH-QUICK WALLINGFORD. GET-RICH-QUICK WALLINGFORD. FULL OF COMICAL SURPRISES. BOX PLANS will be Opened on MONDAY NEXT at the Dresden. PRICES: 5s., 3s., and 1s. Touring Manager, John Farrell.	[661, 470, 781, 728]
table-row: Waihi £2 4s. 0d.	[535, 1134, 637, 1141]
